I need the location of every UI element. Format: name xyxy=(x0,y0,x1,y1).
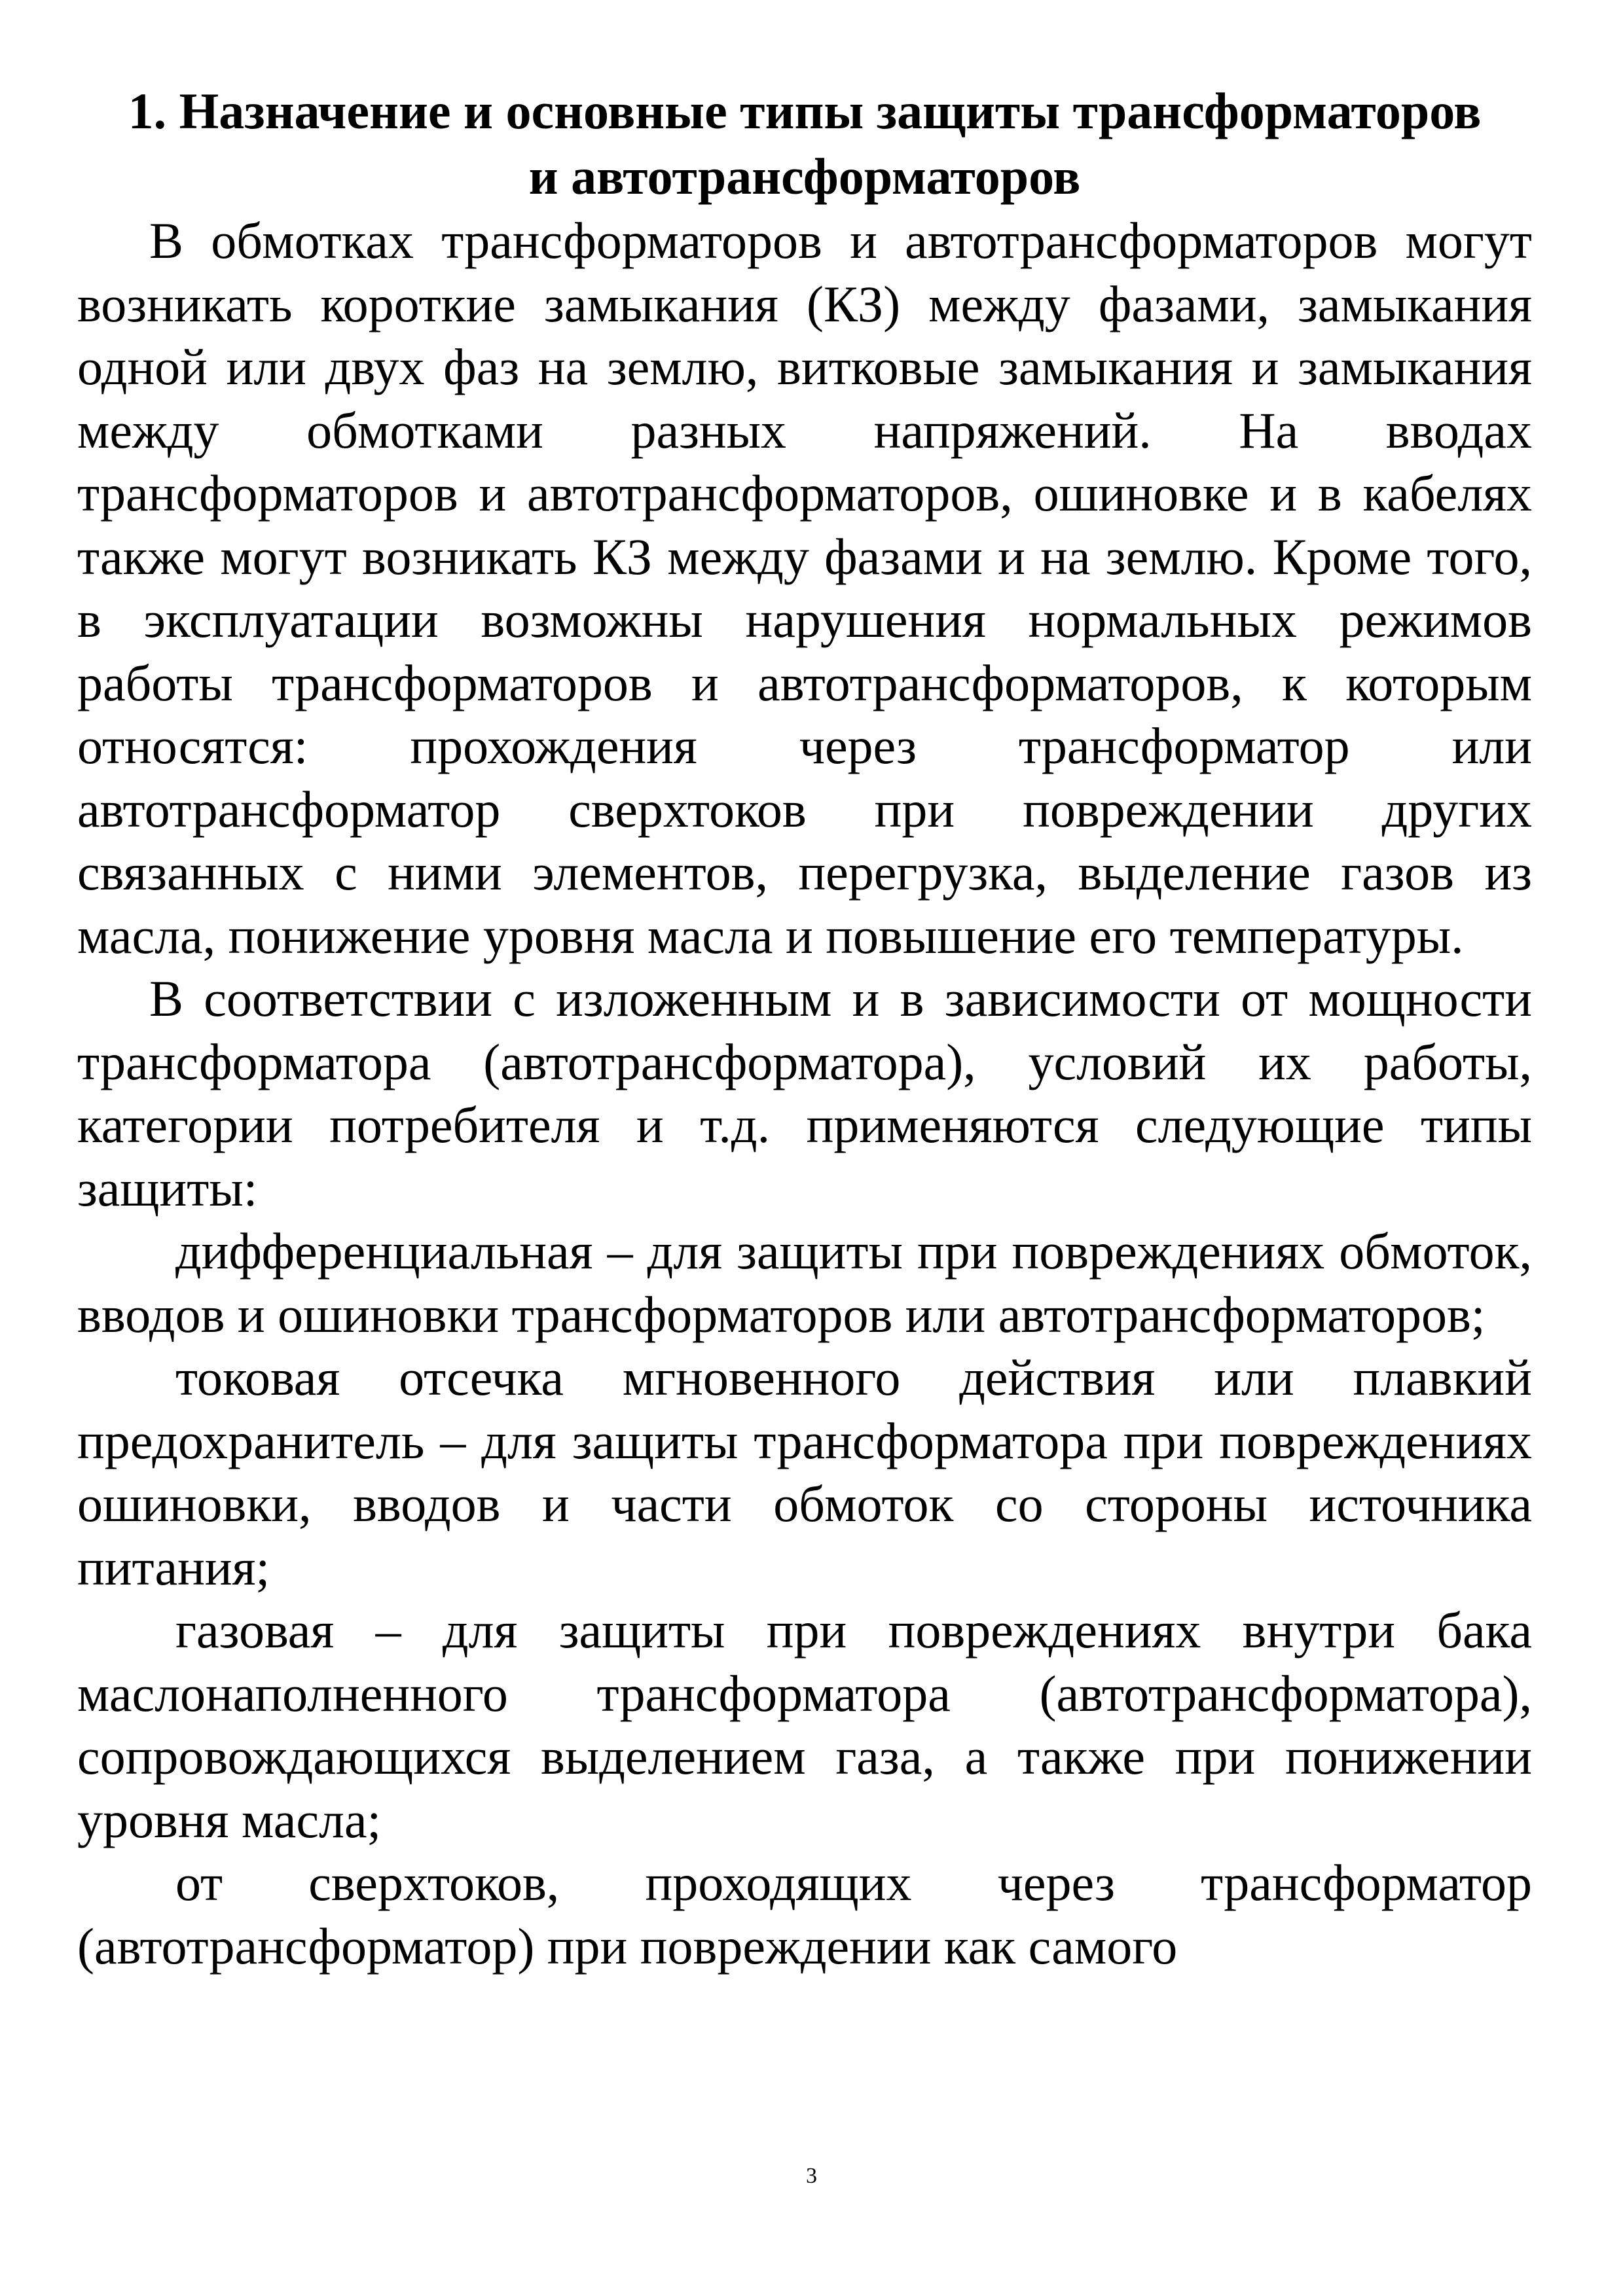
page-content xyxy=(77,79,1532,1978)
heading-line-2: и автотрансформаторов xyxy=(528,148,1081,205)
heading-line-1: 1. Назначение и основные типы защиты трансформаторов xyxy=(128,82,1482,139)
list-item-gas: газовая – для защиты при повреждениях внутри бака маслонаполненного трансформатора (автотрансформатора), сопровождающихся выделением газа, а также при понижении уровня масла; xyxy=(77,1602,1532,1848)
list-item-overcurrent: от сверхтоков, проходящих через трансформатор (автотрансформатор) при повреждении как самого xyxy=(77,1854,1532,1975)
paragraph-faults: В обмотках трансформаторов и автотрансформаторов могут возникать короткие замыкания (КЗ) между фазами, замыкания одной или двух фаз на землю, витковые замыкания и замыкания между обмотками разных напряжений. На вводах трансформаторов и автотрансформаторов, ошиновке и в кабелях также могут возникать КЗ между фазами и на землю. Кроме того, в эксплуатации возможны нарушения нормальных режимов работы трансформаторов и автотрансформаторов, к которым относятся: прохождения через трансформатор или автотрансформатор сверхтоков при повреждении других связанных с ними элементов, перегрузка, выделение газов из масла, понижение уровня масла и повышение его температуры. xyxy=(77,212,1532,964)
list-item-differential: дифференциальная – для защиты при повреждениях обмоток, вводов и ошиновки трансформаторов или автотрансформаторов; xyxy=(77,1223,1532,1343)
page-number: 3 xyxy=(806,2164,817,2188)
paragraph-protection-types: В соответствии с изложенным и в зависимости от мощности трансформатора (автотрансформатора), условий их работы, категории потребителя и т.д. применяются следующие типы защиты: xyxy=(77,970,1532,1217)
section-heading xyxy=(77,79,1532,209)
list-item-current-cutoff: токовая отсечка мгновенного действия или плавкий предохранитель – для защиты трансформатора при повреждениях ошиновки, вводов и части обмоток со стороны источника питания; xyxy=(77,1349,1532,1596)
